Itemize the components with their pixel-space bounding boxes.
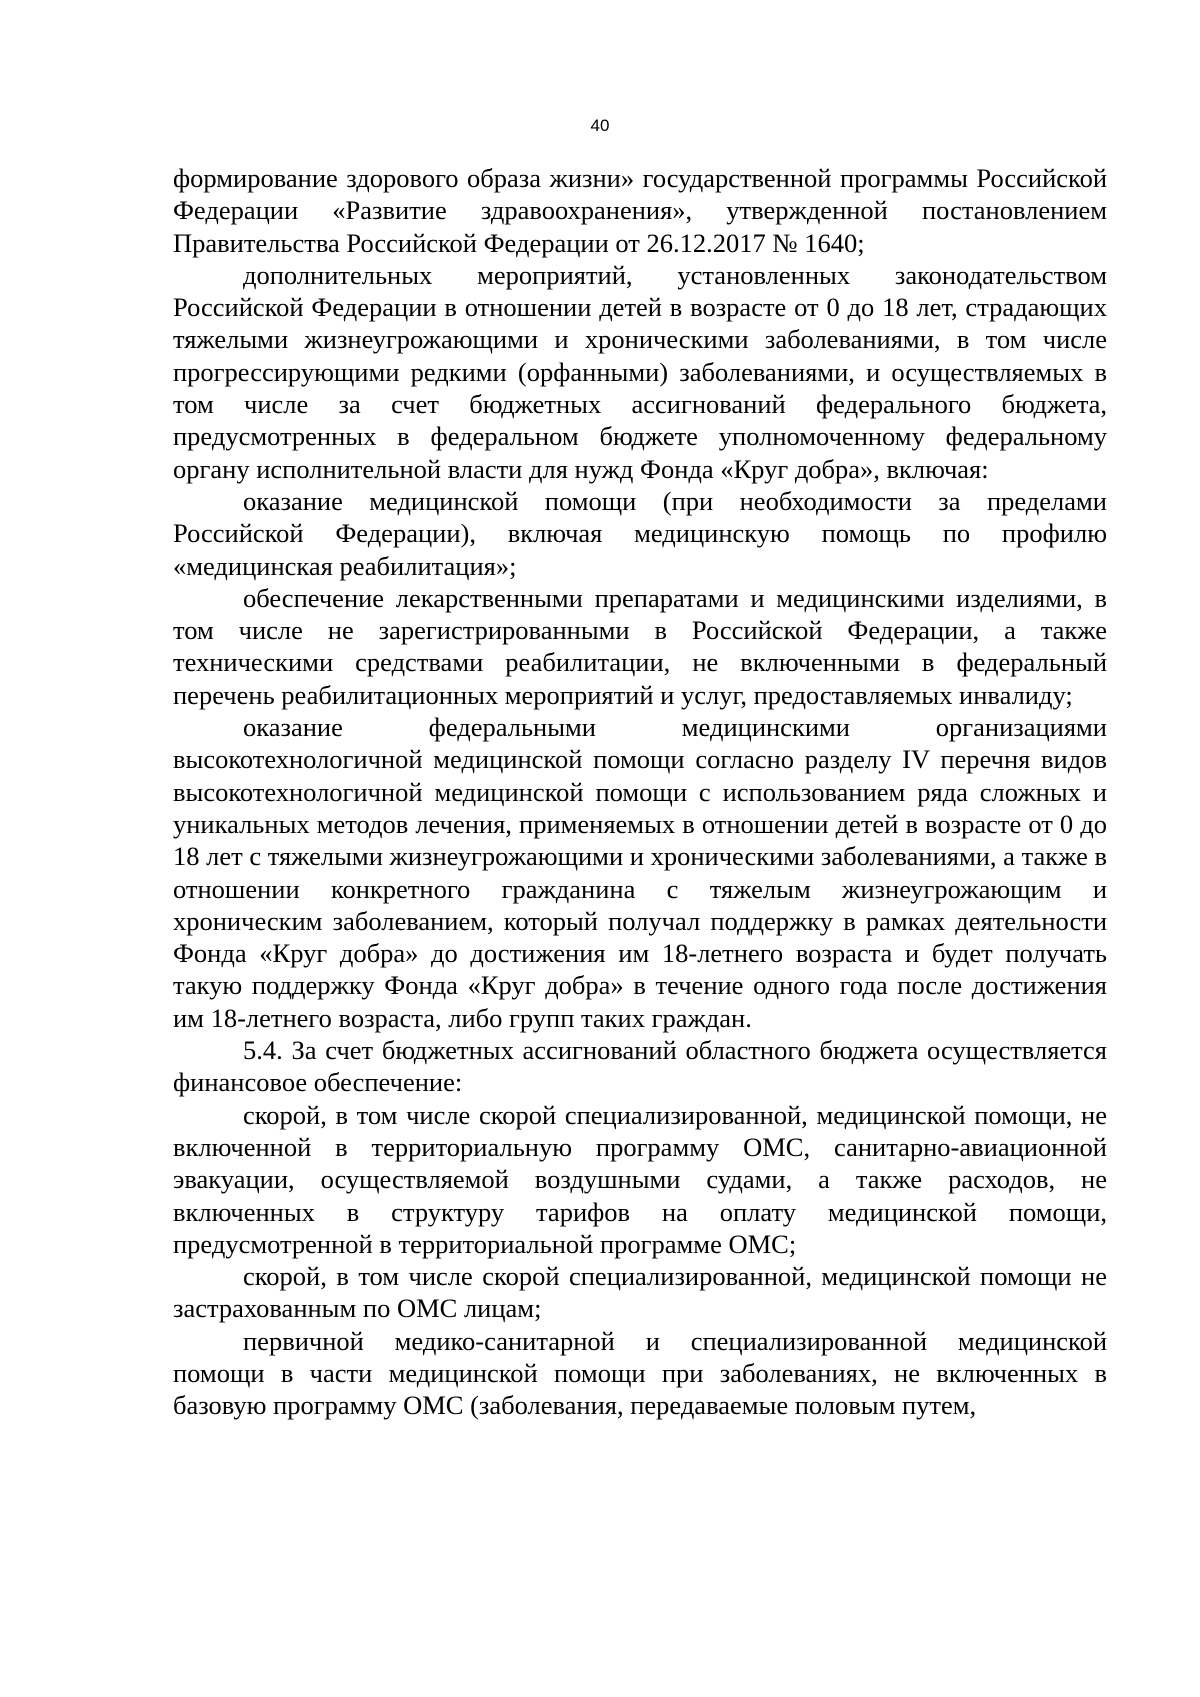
- paragraph: формирование здорового образа жизни» государственной программы Российской Федерации «Развитие здравоохранения», утвержденной постановлением Правительства Российской Федерации от 26.12.2017 № 1640;: [173, 163, 1107, 258]
- paragraph: первичной медико-санитарной и специализированной медицинской помощи в части медицинской помощи при заболеваниях, не включенных в базовую программу ОМС (заболевания, передаваемые половым путем,: [173, 1325, 1107, 1421]
- page-number: 40: [590, 116, 610, 135]
- paragraph: скорой, в том числе скорой специализированной, медицинской помощи не застрахованным по ОМС лицам;: [173, 1261, 1107, 1324]
- paragraph: обеспечение лекарственными препаратами и медицинскими изделиями, в том числе не зарегистрированными в Российской Федерации, а также техническими средствами реабилитации, не включенными в федеральный перечень реабилитационных мероприятий и услуг, предоставляемых инвалиду;: [173, 582, 1107, 710]
- paragraph: дополнительных мероприятий, установленных законодательством Российской Федерации в отношении детей в возрасте от 0 до 18 лет, страдающих тяжелыми жизнеугрожающими и хроническими заболеваниями, в том числе прогрессирующими редкими (орфанными) заболеваниями, и осуществляемых в том числе за счет бюджетных ассигнований федерального бюджета, предусмотренных в федеральном бюджете уполномоченному федеральному органу исполнительной власти для нужд Фонда «Круг добра», включая:: [173, 259, 1107, 484]
- paragraph: оказание медицинской помощи (при необходимости за пределами Российской Федерации), включая медицинскую помощь по профилю «медицинская реабилитация»;: [173, 485, 1107, 581]
- paragraph: 5.4. За счет бюджетных ассигнований областного бюджета осуществляется финансовое обеспечение:: [173, 1035, 1107, 1098]
- document-body: [173, 162, 1107, 1422]
- paragraph: скорой, в том числе скорой специализированной, медицинской помощи, не включенной в территориальную программу ОМС, санитарно-авиационной эвакуации, осуществляемой воздушными судами, а также расходов, не включенных в структуру тарифов на оплату медицинской помощи, предусмотренной в территориальной программе ОМС;: [173, 1099, 1107, 1259]
- paragraph: оказание федеральными медицинскими организациями высокотехнологичной медицинской помощи согласно разделу IV перечня видов высокотехнологичной медицинской помощи с использованием ряда сложных и уникальных методов лечения, применяемых в отношении детей в возрасте от 0 до 18 лет с тяжелыми жизнеугрожающими и хроническими заболеваниями, а также в отношении конкретного гражданина с тяжелым жизнеугрожающим и хроническим заболеванием, который получал поддержку в рамках деятельности Фонда «Круг добра» до достижения им 18-летнего возраста и будет получать такую поддержку Фонда «Круг добра» в течение одного года после достижения им 18-летнего возраста, либо групп таких граждан.: [173, 712, 1107, 1033]
